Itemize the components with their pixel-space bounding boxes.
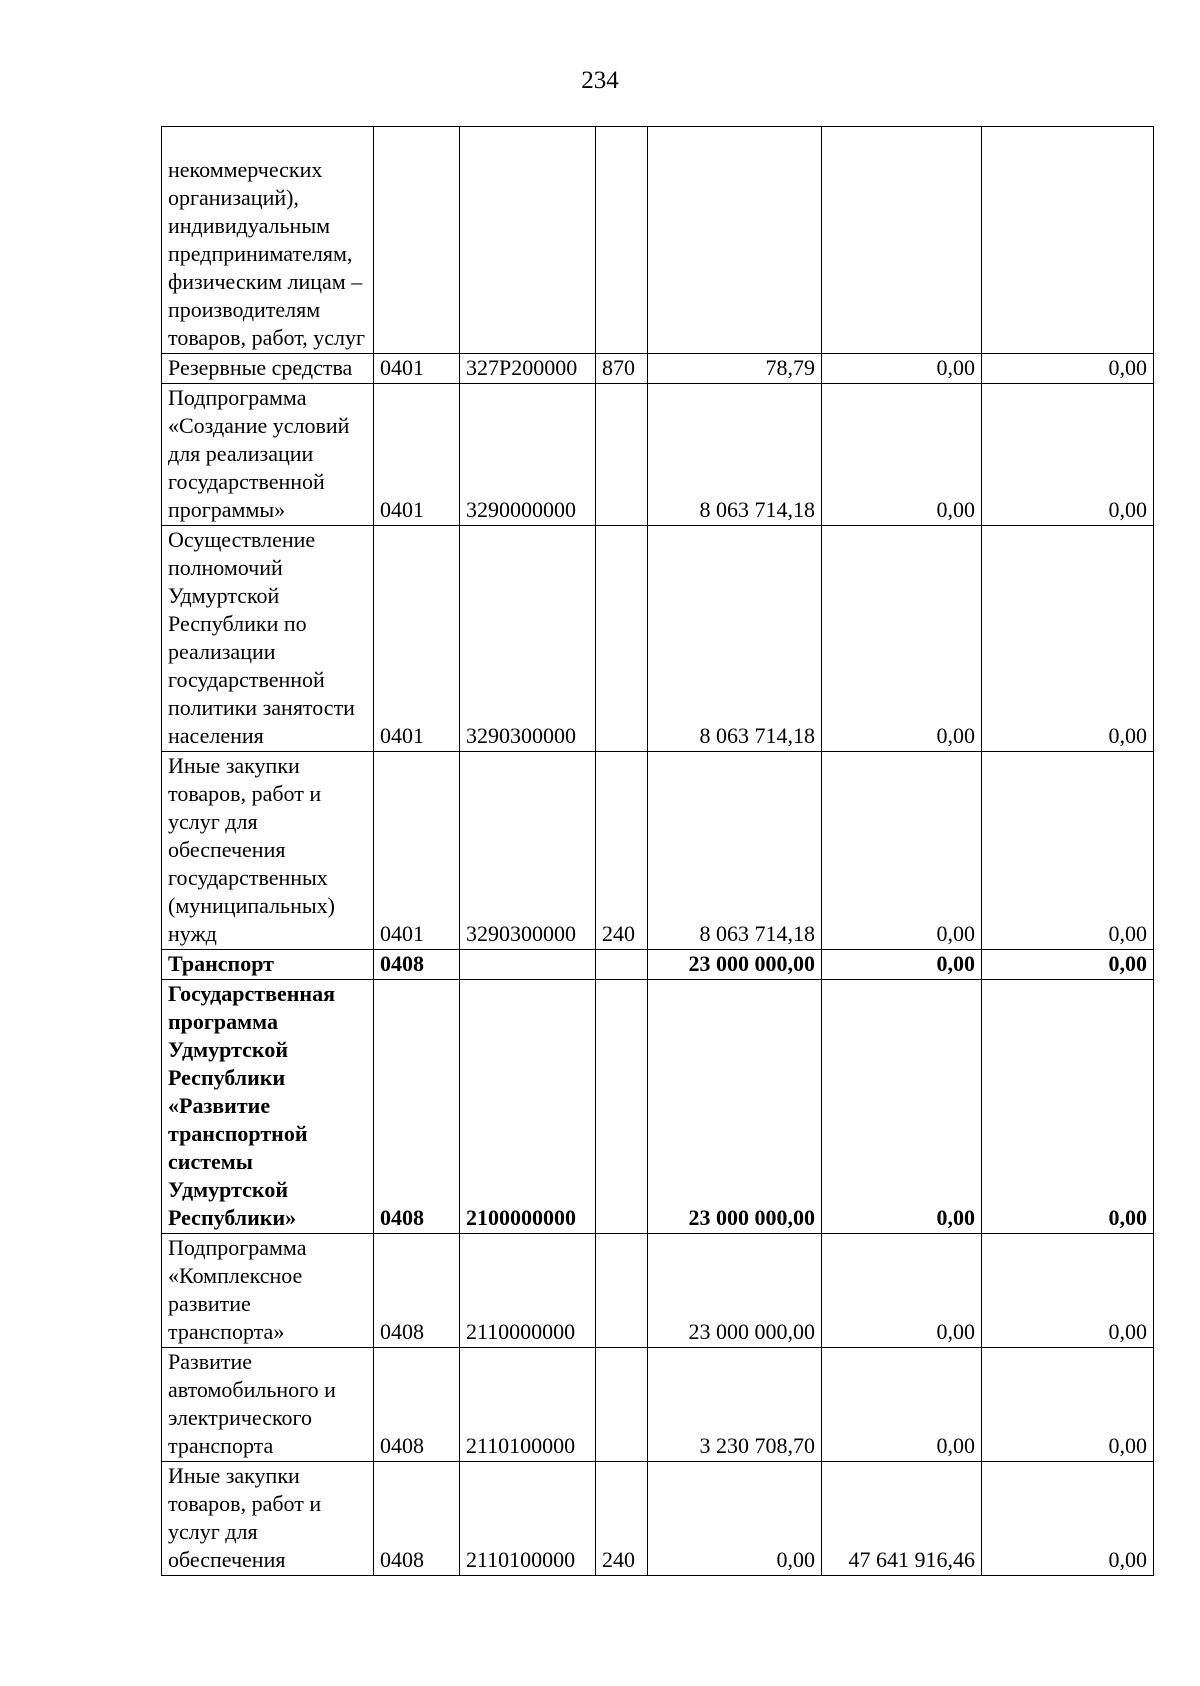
sum1-cell: 8 063 714,18: [648, 526, 822, 752]
sum3-cell: 0,00: [982, 384, 1154, 526]
rz-cell: 0401: [374, 384, 460, 526]
vr-cell: [596, 526, 648, 752]
sum1-cell: 23 000 000,00: [648, 1234, 822, 1348]
sum1-cell: 3 230 708,70: [648, 1348, 822, 1462]
rz-cell: 0401: [374, 752, 460, 950]
sum2-cell: 0,00: [822, 384, 982, 526]
vr-cell: 240: [596, 752, 648, 950]
sum1-cell: 78,79: [648, 354, 822, 384]
sum3-cell: 0,00: [982, 950, 1154, 980]
vr-cell: [596, 950, 648, 980]
sum1-cell: 0,00: [648, 1462, 822, 1576]
sum2-cell: 0,00: [822, 354, 982, 384]
sum3-cell: 0,00: [982, 1234, 1154, 1348]
csr-cell: [460, 127, 596, 354]
sum1-cell: 8 063 714,18: [648, 384, 822, 526]
table-row: [162, 384, 1154, 526]
table-row: [162, 526, 1154, 752]
csr-cell: 3290300000: [460, 752, 596, 950]
sum1-cell: 8 063 714,18: [648, 752, 822, 950]
sum1-cell: [648, 127, 822, 354]
vr-cell: [596, 1234, 648, 1348]
row-name-cell: Подпрограмма «Комплексное развитие транспорта»: [162, 1234, 374, 1348]
sum2-cell: 0,00: [822, 1348, 982, 1462]
rz-cell: [374, 127, 460, 354]
vr-cell: [596, 127, 648, 354]
row-name-cell: Развитие автомобильного и электрического транспорта: [162, 1348, 374, 1462]
sum2-cell: [822, 127, 982, 354]
table-row: [162, 1234, 1154, 1348]
csr-cell: [460, 950, 596, 980]
vr-cell: [596, 980, 648, 1234]
csr-cell: 3290000000: [460, 384, 596, 526]
page-number: 234: [581, 67, 619, 94]
sum2-cell: 0,00: [822, 752, 982, 950]
row-name-cell: Транспорт: [162, 950, 374, 980]
table-row: [162, 980, 1154, 1234]
rz-cell: 0408: [374, 1234, 460, 1348]
sum3-cell: 0,00: [982, 1462, 1154, 1576]
sum3-cell: 0,00: [982, 526, 1154, 752]
sum2-cell: 0,00: [822, 950, 982, 980]
table-row: [162, 1348, 1154, 1462]
table-row: [162, 950, 1154, 980]
sum3-cell: 0,00: [982, 354, 1154, 384]
table-row: [162, 354, 1154, 384]
budget-table: [161, 126, 1154, 1576]
row-name-cell: Иные закупки товаров, работ и услуг для обеспечения: [162, 1462, 374, 1576]
row-name-cell: Государственная программа Удмуртской Республики «Развитие транспортной системы Удмуртской Республики»: [162, 980, 374, 1234]
table-body: [162, 127, 1154, 1576]
vr-cell: [596, 1348, 648, 1462]
vr-cell: 240: [596, 1462, 648, 1576]
sum2-cell: 0,00: [822, 526, 982, 752]
sum1-cell: 23 000 000,00: [648, 980, 822, 1234]
table-row: [162, 752, 1154, 950]
sum3-cell: 0,00: [982, 980, 1154, 1234]
sum3-cell: 0,00: [982, 1348, 1154, 1462]
rz-cell: 0408: [374, 980, 460, 1234]
table-row: [162, 1462, 1154, 1576]
sum3-cell: [982, 127, 1154, 354]
vr-cell: 870: [596, 354, 648, 384]
csr-cell: 3290300000: [460, 526, 596, 752]
row-name-cell: Осуществление полномочий Удмуртской Республики по реализации государственной политики занятости населения: [162, 526, 374, 752]
row-name-cell: Подпрограмма «Создание условий для реализации государственной программы»: [162, 384, 374, 526]
row-name-cell: некоммерческих организаций), индивидуальным предпринимателям, физическим лицам – производителям товаров, работ, услуг: [162, 127, 374, 354]
rz-cell: 0401: [374, 354, 460, 384]
csr-cell: 2110100000: [460, 1348, 596, 1462]
sum2-cell: 0,00: [822, 980, 982, 1234]
table-row: [162, 127, 1154, 354]
csr-cell: 2110100000: [460, 1462, 596, 1576]
vr-cell: [596, 384, 648, 526]
sum2-cell: 47 641 916,46: [822, 1462, 982, 1576]
rz-cell: 0408: [374, 950, 460, 980]
csr-cell: 2110000000: [460, 1234, 596, 1348]
sum3-cell: 0,00: [982, 752, 1154, 950]
csr-cell: 2100000000: [460, 980, 596, 1234]
rz-cell: 0401: [374, 526, 460, 752]
rz-cell: 0408: [374, 1462, 460, 1576]
csr-cell: 327P200000: [460, 354, 596, 384]
rz-cell: 0408: [374, 1348, 460, 1462]
row-name-cell: Резервные средства: [162, 354, 374, 384]
sum1-cell: 23 000 000,00: [648, 950, 822, 980]
row-name-cell: Иные закупки товаров, работ и услуг для обеспечения государственных (муниципальных) нужд: [162, 752, 374, 950]
sum2-cell: 0,00: [822, 1234, 982, 1348]
